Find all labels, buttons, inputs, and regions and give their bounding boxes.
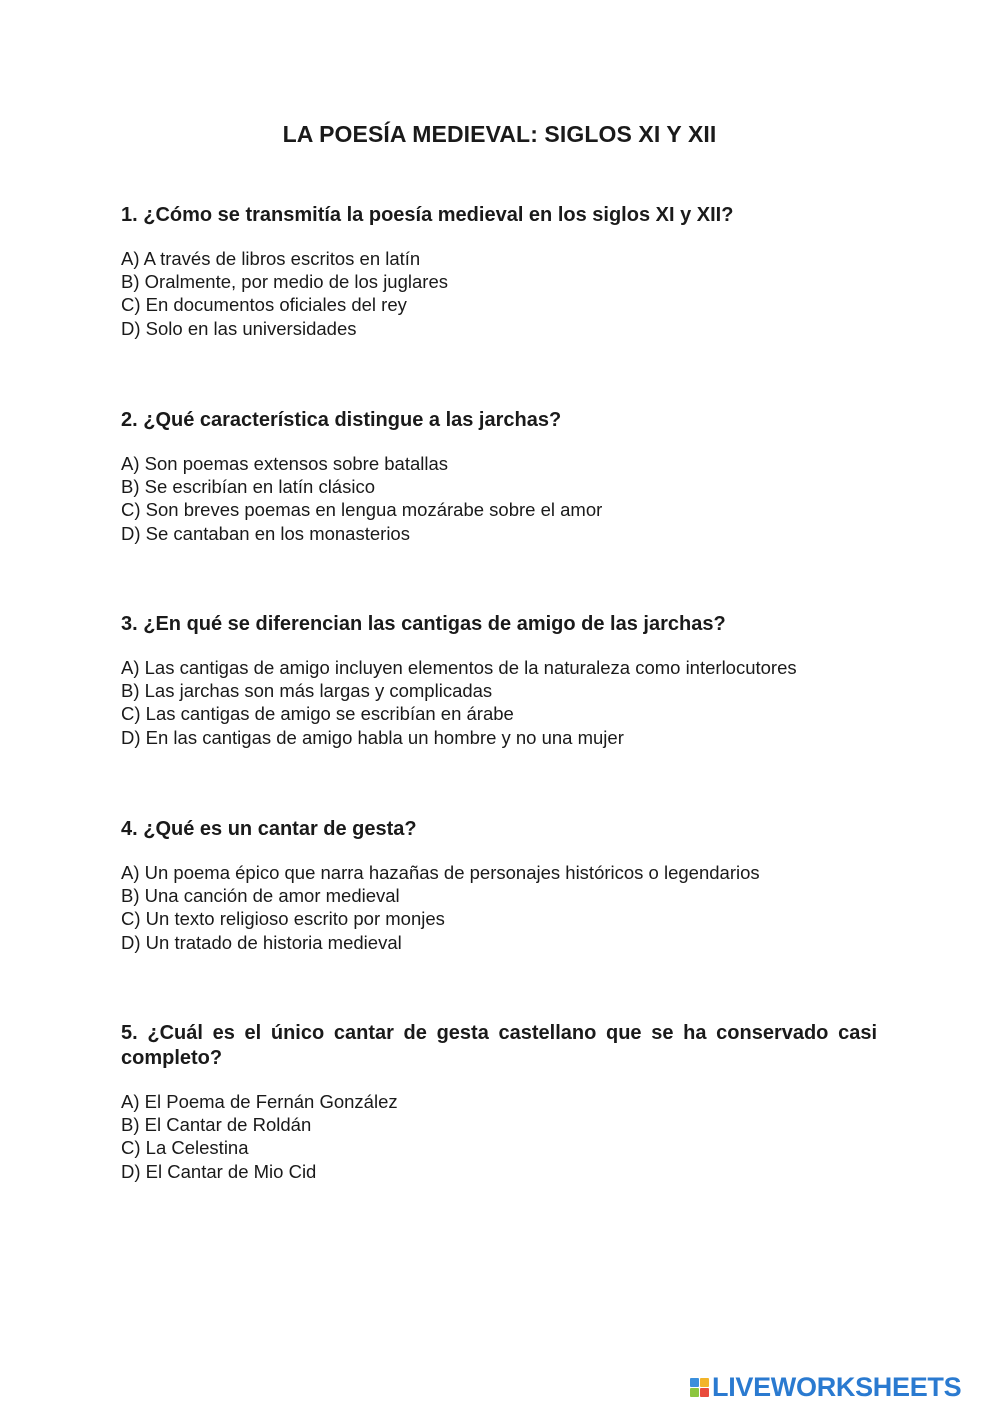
liveworksheets-logo — [690, 1373, 961, 1401]
question-text: 4. ¿Qué es un cantar de gesta? — [121, 818, 417, 840]
question-text: 1. ¿Cómo se transmitía la poesía medieval en los siglos XI y XII? — [121, 204, 734, 226]
liveworksheets-logo-icon — [690, 1378, 709, 1397]
option-d: D) Un tratado de historia medieval — [121, 931, 402, 953]
options-list — [121, 452, 877, 545]
option-a: A) Un poema épico que narra hazañas de personajes históricos o legendarios — [121, 862, 760, 883]
logo-square-tr — [700, 1378, 709, 1387]
option-b: B) Las jarchas son más largas y complicadas — [121, 680, 493, 702]
option-d: D) Solo en las universidades — [121, 317, 357, 339]
page-title: LA POESÍA MEDIEVAL: SIGLOS XI Y XII — [282, 121, 717, 147]
question-2 — [121, 408, 877, 545]
logo-text: LIVEWORKSHEETS — [712, 1371, 962, 1402]
logo-square-tl — [690, 1378, 699, 1387]
option-b: B) Una canción de amor medieval — [121, 885, 400, 907]
options-list — [121, 1090, 877, 1183]
option-a: A) Son poemas extensos sobre batallas — [121, 453, 449, 474]
logo-square-br — [700, 1388, 709, 1397]
option-c: C) Un texto religioso escrito por monjes — [121, 908, 445, 930]
question-5 — [121, 1021, 877, 1183]
options-list — [121, 861, 877, 954]
option-c: C) Son breves poemas en lengua mozárabe sobre el amor — [121, 499, 603, 521]
option-d: D) El Cantar de Mio Cid — [121, 1160, 317, 1182]
option-a: A) Las cantigas de amigo incluyen elementos de la naturaleza como interlocutores — [121, 657, 797, 678]
option-c: C) La Celestina — [121, 1137, 249, 1159]
option-b: B) El Cantar de Roldán — [121, 1114, 312, 1136]
options-list — [121, 656, 877, 749]
question-text: 2. ¿Qué característica distingue a las jarchas? — [121, 409, 562, 431]
question-text: 5. ¿Cuál es el único cantar de gesta castellano que se ha conservado casi completo? — [121, 1022, 877, 1069]
option-a: A) El Poema de Fernán González — [121, 1091, 398, 1112]
option-d: D) En las cantigas de amigo habla un hombre y no una mujer — [121, 726, 624, 748]
option-c: C) En documentos oficiales del rey — [121, 294, 407, 316]
question-text: 3. ¿En qué se diferencian las cantigas de amigo de las jarchas? — [121, 613, 726, 635]
option-c: C) Las cantigas de amigo se escribían en árabe — [121, 703, 514, 725]
option-b: B) Oralmente, por medio de los juglares — [121, 271, 448, 293]
option-b: B) Se escribían en latín clásico — [121, 476, 375, 498]
options-list — [121, 247, 877, 340]
logo-square-bl — [690, 1388, 699, 1397]
question-1 — [121, 203, 877, 340]
option-a: A) A través de libros escritos en latín — [121, 248, 421, 269]
question-3 — [121, 612, 877, 749]
question-4 — [121, 817, 877, 954]
option-d: D) Se cantaban en los monasterios — [121, 522, 410, 544]
